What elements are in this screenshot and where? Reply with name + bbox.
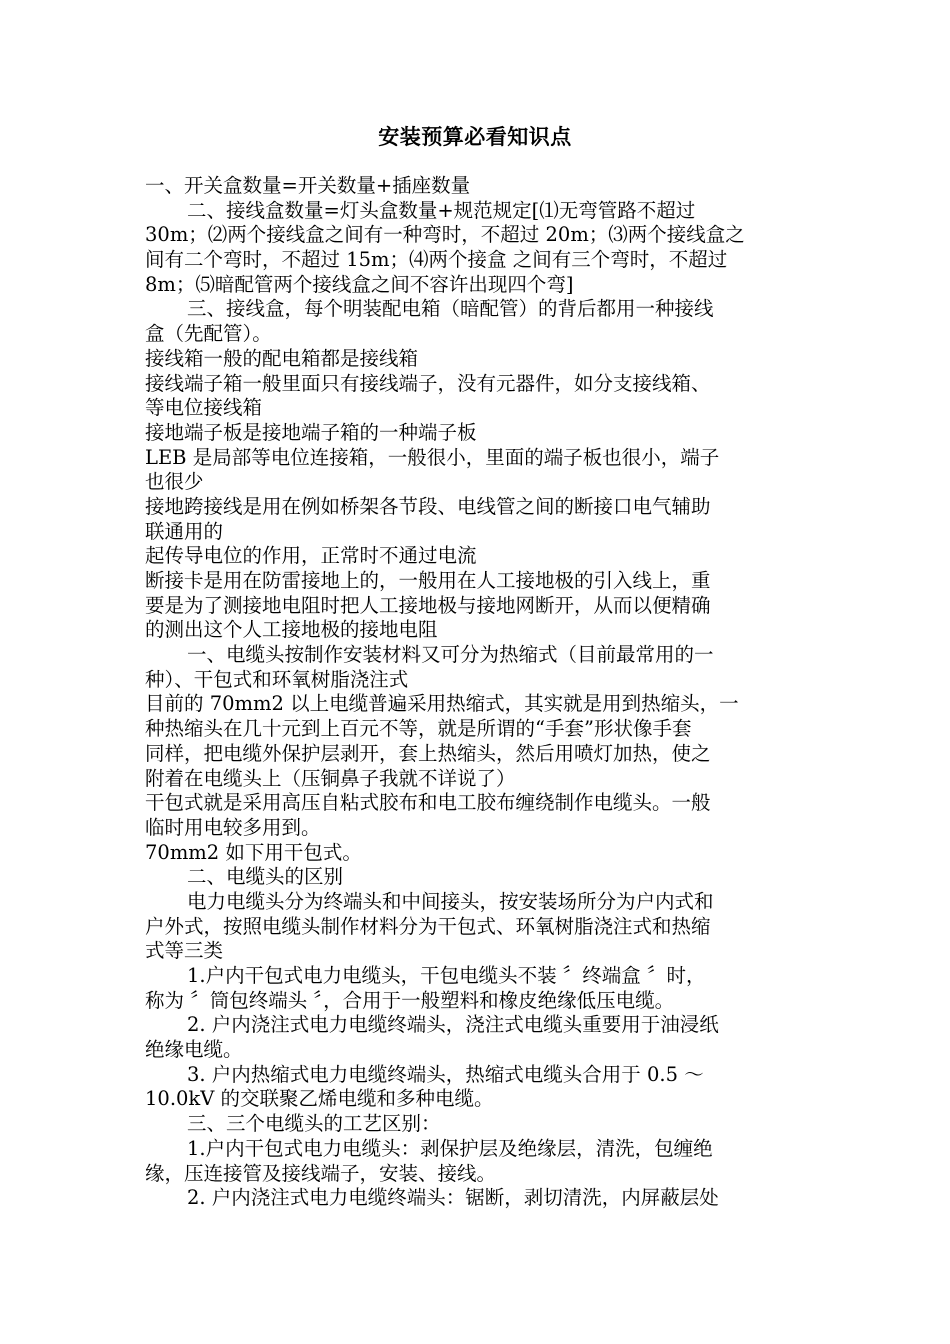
text-line: 一、电缆头按制作安装材料又可分为热缩式（目前最常用的一 bbox=[187, 643, 714, 667]
text-line: 接地端子板是接地端子箱的一种端子板 bbox=[145, 420, 477, 444]
text-line: 绝缘电缆。 bbox=[145, 1038, 243, 1062]
text-line: 断接卡是用在防雷接地上的，一般用在人工接地极的引入线上，重 bbox=[145, 569, 711, 592]
text-line: 1.户内干包式电力电缆头，干包电缆头不装 〞终端盒 〞时， bbox=[187, 964, 706, 987]
text-line: 3. 户内热缩式电力电缆终端头，热缩式电缆头合用于 0.5 ～ bbox=[187, 1062, 704, 1086]
text-line: 间有二个弯时，不超过 15m；⑷两个接盒 之间有三个弯时，不超过 bbox=[145, 248, 728, 272]
text-line: 联通用的 bbox=[145, 519, 224, 543]
text-line: 也很少 bbox=[145, 470, 204, 494]
text-line: 10.0kV 的交联聚乙烯电缆和多种电缆。 bbox=[145, 1087, 494, 1111]
text-line: 2. 户内浇注式电力电缆终端头：锯断，剥切清洗，内屏蔽层处 bbox=[187, 1186, 719, 1210]
text-line: 2. 户内浇注式电力电缆终端头，浇注式电缆头重要用于油浸纸 bbox=[187, 1013, 719, 1037]
text-line: 电力电缆头分为终端头和中间接头，按安装场所分为户内式和 bbox=[187, 889, 714, 913]
text-line: 1.户内干包式电力电缆头：剥保护层及绝缘层，清洗，包缠绝 bbox=[187, 1136, 713, 1160]
text-line: 二、接线盒数量=灯头盒数量+规范规定[⑴无弯管路不超过 bbox=[187, 198, 696, 222]
document-body bbox=[145, 174, 795, 1211]
text-line: 接线端子箱一般里面只有接线端子，没有元器件，如分支接线箱、 bbox=[145, 371, 711, 395]
text-line: 户外式，按照电缆头制作材料分为干包式、环氧树脂浇注式和热缩 bbox=[145, 914, 711, 938]
text-line: 同样，把电缆外保护层剥开，套上热缩头，然后用喷灯加热，使之 bbox=[145, 741, 711, 765]
text-line: 起传导电位的作用，正常时不通过电流 bbox=[145, 544, 477, 568]
text-line: 目前的 70mm2 以上电缆普遍采用热缩式，其实就是用到热缩头，一 bbox=[145, 692, 739, 716]
text-line: 接线箱一般的配电箱都是接线箱 bbox=[145, 346, 419, 370]
text-line: 等电位接线箱 bbox=[145, 396, 263, 420]
text-line: 称为 〞筒包终端头 〞，合用于一般塑料和橡皮绝缘低压电缆。 bbox=[145, 988, 675, 1012]
text-line: 要是为了测接地电阻时把人工接地极与接地网断开，从而以便精确 bbox=[145, 593, 711, 617]
text-line: 的测出这个人工接地极的接地电阻 bbox=[145, 618, 438, 642]
text-line: 干包式就是采用高压自粘式胶布和电工胶布缠绕制作电缆头。一般 bbox=[145, 791, 711, 815]
text-line: LEB 是局部等电位连接箱，一般很小，里面的端子板也很小，端子 bbox=[145, 445, 720, 469]
text-line: 一、开关盒数量=开关数量+插座数量 bbox=[145, 174, 471, 197]
text-line: 70mm2 如下用干包式。 bbox=[145, 840, 362, 864]
text-line: 临时用电较多用到。 bbox=[145, 815, 321, 839]
text-line: 二、电缆头的区别 bbox=[187, 865, 344, 889]
text-line: 30m；⑵两个接线盒之间有一种弯时，不超过 20m；⑶两个接线盒之 bbox=[145, 223, 745, 247]
text-line: 附着在电缆头上（压铜鼻子我就不详说了） bbox=[145, 766, 516, 790]
text-line: 缘，压连接管及接线端子，安装、接线。 bbox=[145, 1161, 497, 1185]
text-line: 式等三类 bbox=[145, 939, 224, 963]
document-title: 安装预算必看知识点 bbox=[378, 124, 572, 149]
text-line: 8m；⑸暗配管两个接线盒之间不容许出现四个弯] bbox=[145, 272, 574, 296]
text-line: 三、三个电缆头的工艺区别： bbox=[187, 1112, 441, 1136]
text-line: 种）、干包式和环氧树脂浇注式 bbox=[145, 667, 409, 691]
text-line: 三、接线盒，每个明装配电箱（暗配管）的背后都用一种接线 bbox=[187, 297, 714, 321]
text-line: 种热缩头在几十元到上百元不等，就是所谓的“手套”形状像手套 bbox=[145, 717, 692, 741]
text-line: 接地跨接线是用在例如桥架各节段、电线管之间的断接口电气辅助 bbox=[145, 494, 711, 518]
text-line: 盒（先配管）。 bbox=[145, 322, 272, 346]
